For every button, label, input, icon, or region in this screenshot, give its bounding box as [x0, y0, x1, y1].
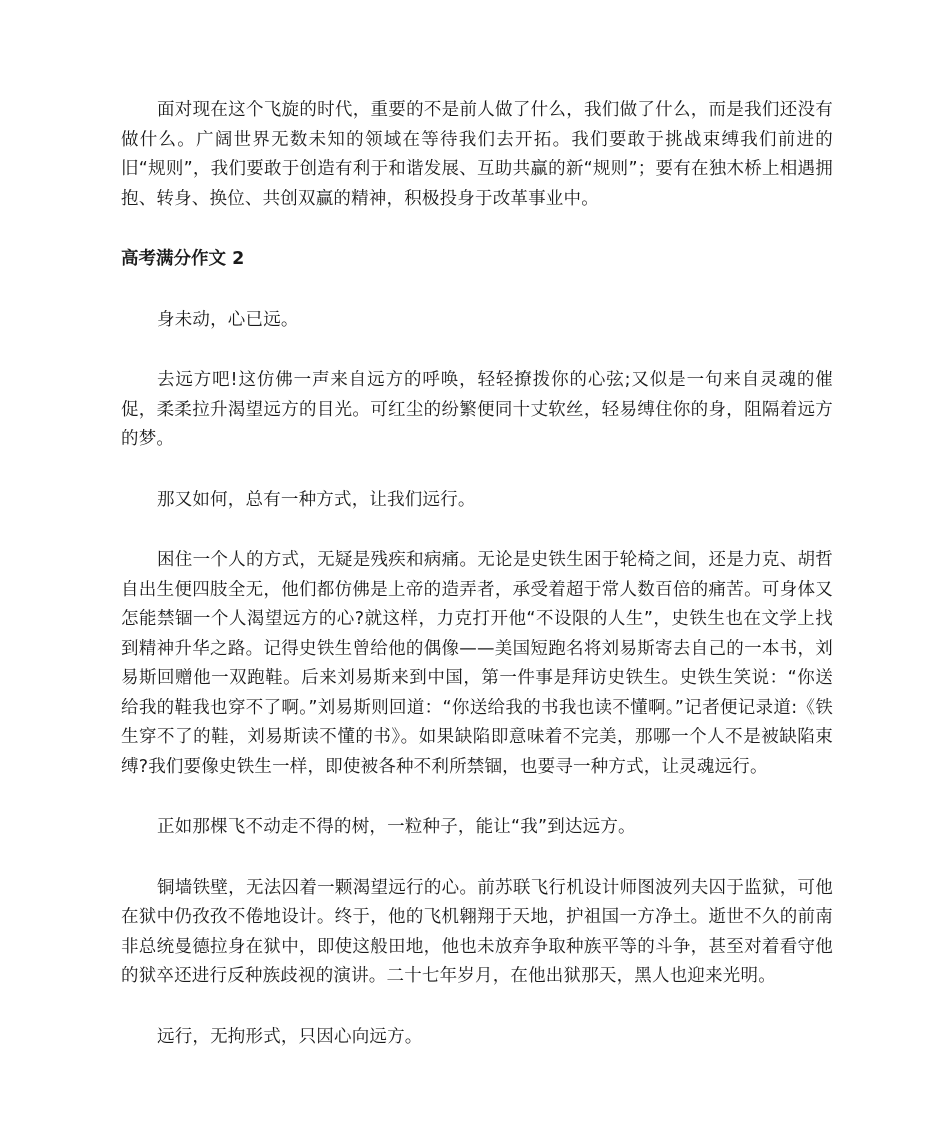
paragraph: 远行，无拘形式，只因心向远方。 — [157, 1026, 423, 1047]
paragraph: 身未动，心已远。 — [157, 309, 299, 330]
paragraph-intro: 面对现在这个飞旋的时代，重要的不是前人做了什么，我们做了什么，而是我们还没有做什么。广阔世界无数未知的领域在等待我们去开拓。我们要敢于挑战束缚我们前进的旧“规则”，我们要敢于创造有利于和谐发展、互助共赢的新“规则”；要有在独木桥上相遇拥抱、转身、换位、共创双赢的精神，积极投身于改革事业中。 — [121, 100, 833, 209]
paragraph: 铜墙铁壁，无法囚着一颗渴望远行的心。前苏联飞行机设计师图波列夫囚于监狱，可他在狱中仍孜孜不倦地设计。终于，他的飞机翱翔于天地，护祖国一方净土。逝世不久的前南非总统曼德拉身在狱中，即使这般田地，他也未放弃争取种族平等的斗争，甚至对着看守他的狱卒还进行反种族歧视的演讲。二十七年岁月，在他出狱那天，黑人也迎来光明。 — [121, 877, 833, 986]
paragraph: 那又如何，总有一种方式，让我们远行。 — [157, 489, 476, 510]
document-body — [121, 96, 833, 1052]
spacer — [121, 455, 833, 486]
spacer — [121, 515, 833, 546]
paragraph: 去远方吧!这仿佛一声来自远方的呼唤，轻轻撩拨你的心弦;又似是一句来自灵魂的催促，柔柔拉升渴望远方的目光。可红尘的纷繁便同十丈软丝，轻易缚住你的身，阻隔着远方的梦。 — [121, 370, 833, 449]
spacer — [121, 992, 833, 1023]
essay-heading: 高考满分作文 2 — [121, 249, 245, 269]
paragraph: 困住一个人的方式，无疑是残疾和病痛。无论是史铁生困于轮椅之间，还是力克、胡哲自出生便四肢全无，他们都仿佛是上帝的造弄者，承受着超于常人数百倍的痛苦。可身体又怎能禁锢一个人渴望远方的心?就这样，力克打开他“不设限的人生”，史铁生也在文学上找到精神升华之路。记得史铁生曾给他的偶像——美国短跑名将刘易斯寄去自己的一本书，刘易斯回赠他一双跑鞋。后来刘易斯来到中国，第一件事是拜访史铁生。史铁生笑说：“你送给我的鞋我也穿不了啊。”刘易斯则回道：“你送给我的书我也读不懂啊。”记者便记录道:《铁生穿不了的鞋，刘易斯读不懂的书》。如果缺陷即意味着不完美，那哪一个人不是被缺陷束缚?我们要像史铁生一样，即使被各种不利所禁锢，也要寻一种方式，让灵魂远行。 — [121, 550, 833, 777]
spacer — [121, 782, 833, 813]
spacer — [121, 275, 833, 306]
spacer — [121, 843, 833, 874]
spacer — [121, 214, 833, 245]
spacer — [121, 335, 833, 366]
paragraph: 正如那棵飞不动走不得的树，一粒种子，能让“我”到达远方。 — [157, 817, 636, 837]
